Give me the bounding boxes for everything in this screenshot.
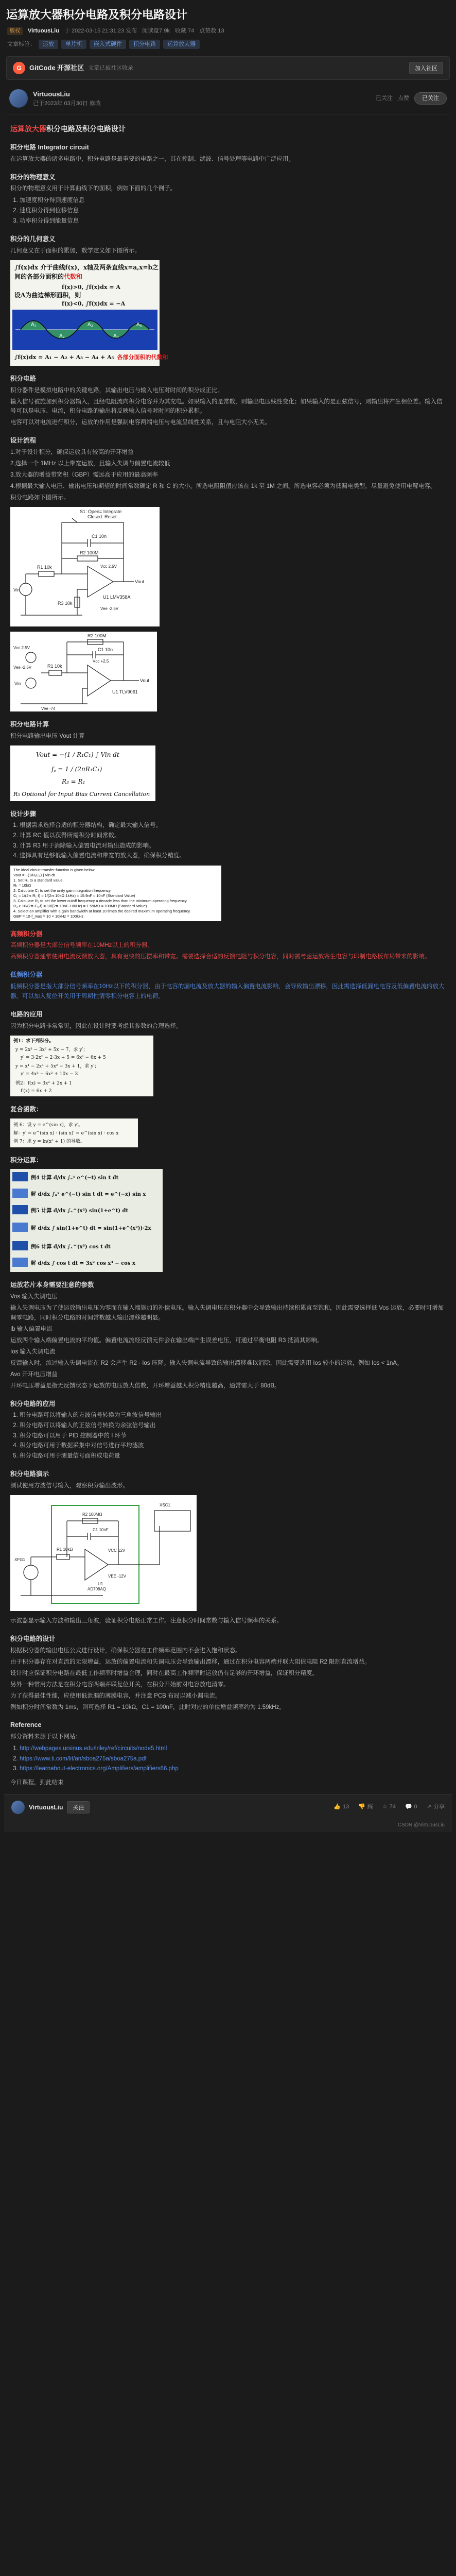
schematic-label: Vin [13, 587, 20, 593]
example-line: f′(x) = 6x + 2 [21, 1088, 52, 1094]
share-icon: ↗ [426, 1804, 431, 1810]
copyright-badge: 版权 [7, 27, 23, 35]
example-line: 例 6：设 y = e^(sin x)，求 y′。 [13, 1122, 83, 1128]
schematic-label: VEE -12V [108, 1573, 127, 1579]
schematic-label: Vcc 2.5V [13, 646, 30, 651]
meta-views: 阅读量7.9k [142, 28, 170, 34]
dislike-label: 踩 [367, 1804, 373, 1810]
paragraph: 示波器显示输入方波和输出三角波，验证积分电路正常工作。注意积分时间常数与输入信号频率的关系。 [10, 1617, 283, 1624]
schematic-label: Vout [135, 579, 145, 585]
section-heading: 设计流程 [10, 437, 37, 445]
schematic-label: U1 LMV358A [103, 595, 131, 600]
formula-line: Vout = −(1 / R₁C₁) ∫ Vin dt [36, 751, 119, 758]
reference-link[interactable]: http://webpages.ursinus.edu/lriley/ref/circuits/node5.html [20, 1745, 167, 1752]
meta-likes[interactable]: 点赞数 13 [199, 28, 224, 34]
author-sub: 已于2023年 03月30日 修改 [33, 100, 101, 107]
section-heading: 积分的几何意义 [10, 235, 56, 243]
example-line: 例1：求下列积分。 [13, 1038, 54, 1044]
fig1-line1: ∫f(x)dx 介于曲线f(x)，x轴及两条直线x=a,x=b之 [14, 263, 159, 271]
dislike-button[interactable] [358, 1803, 373, 1811]
area-label: A₅ [136, 321, 142, 328]
bottom-bar [4, 1794, 452, 1819]
derivative-example-figure [10, 1036, 446, 1096]
step-line: 1. Set R₁ to a standard value. [13, 877, 64, 883]
area-label: A₂ [59, 333, 65, 339]
list-item: 3. 计算 R3 用于消除输入偏置电流对输出造成的影响。 [20, 841, 446, 852]
paragraph: 输入信号被施加到积分器输入，且经电阻流向积分电容并为其充电。如果输入的是常数，则输出电压线性变化；如果输入的是正弦信号，则输出将产生相位差。输入信号可以是电压、电流，积分电路的输出将反映输入信号对时间的积分累积。 [10, 398, 443, 415]
schematic-label: XFG1 [14, 1557, 25, 1562]
paragraph: 4.根据最大输入电压、输出电压和期望的时间常数确定 R 和 C 的大小。所选电阻阻值应该在 1k 至 1M 之间。所选电容必须为低漏电类型，尽量避免使用电解电容。 [10, 483, 436, 490]
section-heading: 设计步骤 [10, 810, 37, 818]
paragraph: 设计时应保证积分电路在最低工作频率时增益合理，同时在最高工作频率时运放仍有足够的开环增益，保证积分精度。 [10, 1670, 318, 1676]
tag[interactable]: 运放 [39, 40, 58, 49]
formula-svg [10, 745, 155, 801]
star-icon: ☆ [382, 1804, 388, 1810]
list-item: 4. 选择具有足够低输入偏置电流和带宽的放大器，确保积分精度。 [20, 851, 446, 861]
paragraph: 例如积分时间常数为 1ms，则可选择 R1 = 10kΩ，C1 = 100nF，此时对应的单位增益频率约为 1.59kHz。 [10, 1704, 285, 1710]
schematic-label: R1 10k [37, 565, 52, 570]
article-title: 运算放大器积分电路及积分电路设计 [6, 8, 188, 21]
tags-label: 文章标签： [7, 41, 36, 47]
list [20, 821, 446, 861]
area-label: A₃ [87, 321, 93, 328]
meta-favorites[interactable]: 收藏 74 [174, 28, 195, 34]
section-heading: 高频积分器 [10, 930, 43, 938]
tag[interactable]: 运算放大器 [163, 40, 200, 49]
article-content [4, 124, 452, 1787]
thumbs-up-icon: 👍 [334, 1804, 341, 1810]
step-line: 3. Calculate R₂ to set the lower cutoff frequency a decade less than the minimum operating frequency. [13, 898, 188, 903]
schematic-label: U1 TLV9061 [112, 689, 138, 695]
list-item: 4. 积分电路可用于数据采集中对信号进行平均滤波 [20, 1441, 446, 1451]
schematic-label: Vee -2.5V [100, 606, 119, 612]
gitcode-card [6, 56, 450, 80]
thumbs-down-icon: 👎 [358, 1804, 365, 1810]
schematic-label: C1 10n [92, 534, 107, 539]
schematic-label: C1 10n [98, 647, 113, 653]
formula-line: R₃ = R₁ [62, 777, 85, 785]
step-line: R₂ ≥ 10/(2π·C₁·f) = 10/(2π·10nF·100Hz) = 1.59MΩ ≈ 100MΩ (Standard Value) [13, 903, 147, 908]
example-line: 例 7：求 y = ln(x² + 1) 的导数。 [13, 1139, 85, 1144]
schematic-label: AD708AQ [87, 1586, 107, 1591]
step-line: 4. Select an amplifier with a gain bandwidth at least 10 times the desired maximum operating frequency. [13, 908, 191, 913]
schematic-label: R2 100MΩ [82, 1512, 102, 1517]
schematic-label: R2 100M [80, 550, 99, 556]
schematic-label: Vcc +2.5 [93, 659, 109, 664]
list-item: 1. 加速度积分得到速度信息 [20, 196, 446, 206]
paragraph: 运放两个输入端偏置电流的平均值。偏置电流流经反馈元件会在输出端产生误差电压，可通过平衡电阻 R3 抵消其影响。 [10, 1337, 323, 1344]
paragraph: 为了获得最佳性能，应使用低泄漏的薄膜电容，并注意 PCB 布局以减小漏电流。 [10, 1692, 221, 1699]
section-heading: 积分电路的应用 [10, 1400, 56, 1408]
paragraph: 另外一种常用方法是在积分电容两端并联复位开关，在积分开始前对电容放电清零。 [10, 1681, 230, 1688]
schematic-label: Vee -2.5V [13, 665, 32, 670]
paragraph: 反馈输入时，流过输入失调电流在 R2 会产生 R2 · Ios 压降。输入失调电流导致的输出漂移难以消除，因此需要选用 Ios 较小的运放，例如 Ios < 1nA。 [10, 1360, 403, 1366]
paragraph: 高频积分器是大部分信号频率在10MHz以上的积分器。 [10, 942, 153, 949]
schematic-label: R2 100M [87, 633, 107, 639]
schematic-label: R1 10k [47, 664, 62, 669]
example-line: 解 d/dx ∫ₐˣ e^(−t) sin t dt = e^(−x) sin x [31, 1192, 146, 1198]
fig1-line3: 设A为曲边梯形面积，则 [14, 291, 81, 299]
derivative-svg [10, 1036, 153, 1096]
example-line: y = x⁴ − 2x³ + 5x² − 3x + 1，求 y′； [15, 1063, 99, 1069]
paragraph: 电容可以对电流进行积分，运放的作用是强制电容两端电压与电流呈线性关系，且与电阻大小无关。 [10, 419, 271, 426]
formula-line: R₃ Optional for Input Bias Current Cancellation [13, 790, 150, 798]
design-steps-svg [10, 866, 221, 921]
paragraph: 输入失调电压为了使运放输出电压为零而在输入端施加的补偿电压。输入失调电压在积分器中会导致输出持续积累直至饱和，因此需要选择低 Vos 运放，必要时可增加调零电路，同时积分电路的时间常数越大输出漂移越明显。 [10, 1304, 444, 1321]
tag[interactable]: 积分电路 [129, 40, 160, 49]
paragraph: Ib 输入偏置电流 [10, 1326, 52, 1332]
formula-figure [10, 745, 446, 801]
paragraph: 因为积分电路非常常见，因此在设计时要考虑其参数的合理选择。 [10, 1023, 182, 1029]
schematic-label: R1 10kΩ [57, 1547, 73, 1552]
section-heading: Reference [10, 1721, 42, 1729]
integral-derivative-figure [10, 1169, 446, 1272]
list-item: 1. 积分电路可以将输入的方波信号转换为三角波信号输出 [20, 1411, 446, 1421]
schematic-label: Closed: Reset [87, 514, 117, 520]
section-heading: 低频积分器 [10, 971, 43, 979]
section-heading: 积分电路计算 [10, 721, 49, 728]
simulation-schematic [10, 1495, 446, 1611]
schematic-label: S1: Open= Integrate [80, 509, 122, 515]
comment-count: 0 [414, 1804, 417, 1810]
section-heading: 电路的应用 [10, 1011, 43, 1019]
list-item: 2. 速度积分得到位移信息 [20, 206, 446, 216]
area-label: A₁ [31, 321, 37, 328]
share-label: 分享 [433, 1804, 445, 1810]
example-line: 解 d/dx ∫ sin(1+e^t) dt = sin(1+e^(x²))·2x [31, 1226, 151, 1232]
like-button[interactable] [334, 1803, 349, 1811]
list-item: 1. 根据需求选择合适的积分器结构，确定最大输入信号。 [20, 821, 446, 831]
reference-item [20, 1744, 446, 1754]
favorite-button[interactable] [382, 1803, 396, 1811]
join-community-button[interactable]: 加入社区 [409, 62, 443, 74]
author-stat: 点赞 [398, 95, 409, 101]
step-line: R₁ = 10kΩ [13, 883, 31, 888]
paragraph: Vos 输入失调电压 [10, 1294, 58, 1300]
author-stat: 已关注 [376, 95, 393, 101]
example-line: 例4 计算 d/dx ∫ₐˣ e^(−t) sin t dt [31, 1175, 119, 1181]
watermark: CSDN @VirtuousLiu [4, 1819, 452, 1832]
paragraph: 积分电路输出电压 Vout 计算 [10, 733, 85, 739]
section-heading: 积分电路的设计 [10, 1635, 56, 1642]
fig1-case1: f(x)>0, ∫f(x)dx = A [62, 283, 120, 291]
paragraph: 由于积分器存在对直流的无限增益，运放的偏置电流和失调电压会导致输出漂移，通过在积分电容两端并联大阻值电阻 R2 限制直流增益。 [10, 1658, 371, 1665]
example-line: 例6 计算 d/dx ∫ₓ^(x³) cos t dt [31, 1244, 111, 1250]
paragraph: 测试使用方波信号输入，观察积分输出波形。 [10, 1482, 129, 1489]
simulation-svg [10, 1495, 197, 1611]
schematic-label: R3 10k [58, 601, 73, 606]
schematic-label: XSC1 [160, 1502, 170, 1507]
reference-link[interactable]: https://www.ti.com/lit/an/sboa275a/sboa275a.pdf [20, 1755, 147, 1762]
author-name[interactable]: VirtuousLiu [29, 1803, 63, 1811]
fig1-bottom-text: ∫f(x)dx = A₁ − A₂ + A₃ − A₄ + A₅ [14, 353, 114, 361]
paragraph: 2.选择一个 1MHz 以上带宽运放，且输入失调与偏置电流较低 [10, 461, 170, 467]
schematic-label: Vcc 2.5V [100, 564, 117, 569]
example-line: y′ = 3·2x² − 2·3x + 5 = 6x² − 6x + 5 [21, 1055, 106, 1060]
composite-function-figure [10, 1118, 446, 1147]
section-heading: 积分的物理意义 [10, 173, 56, 181]
paragraph: 部分资料来源于以下网站： [10, 1734, 81, 1740]
tag-row [4, 38, 452, 54]
section-heading: 积分电路演示 [10, 1470, 49, 1478]
area-label: A₄ [113, 333, 119, 339]
integral-derivative-svg [10, 1169, 163, 1272]
heading-rest: 积分电路及积分电路设计 [46, 125, 126, 133]
follow-button[interactable]: 已关注 [414, 92, 447, 105]
paragraph: Ios 输入失调电流 [10, 1348, 56, 1355]
meta-author[interactable]: VirtuousLiu [28, 28, 59, 34]
list-item: 2. 计算 RC 值以获得所需积分时间常数。 [20, 831, 446, 841]
paragraph: 在运算放大器的诸多电路中，积分电路是最重要的电路之一，其在控制、滤波、信号处理等电路中广泛应用。 [10, 156, 294, 162]
reference-item [20, 1754, 446, 1765]
step-line: GBP = 10·f_max = 10 × 10kHz = 100kHz [13, 913, 84, 919]
schematic-svg [10, 507, 160, 626]
section-heading: 积分电路 [10, 375, 37, 382]
avatar[interactable] [11, 1801, 25, 1814]
tag[interactable]: 单片机 [61, 40, 86, 49]
favorite-count: 74 [389, 1804, 396, 1810]
fig1-line2-text: 间的各部分面积的 [14, 273, 64, 280]
paragraph: 高频积分器通常使用电流反馈放大器，具有更快的压摆率和带宽。需要选择合适的反馈电阻与积分电容，同时需考虑运放寄生电容与印制电路板布局带来的影响。 [10, 954, 431, 960]
paragraph: 低频积分器是指大部分信号频率在10Hz以下的积分器，由于电容的漏电流及放大器的输入偏置电流影响，会导致输出漂移，因此需选择低漏电电容及低偏置电流的放大器。可以加入复位开关用于周期性清零积分电容上的电荷。 [10, 984, 445, 1000]
paragraph: 开环电压增益是指无反馈状态下运放的电压放大倍数，开环增益越大积分精度越高，通常需大于 80dB。 [10, 1382, 280, 1389]
meta-date: 于 2022-03-15 21:31:23 发布 [64, 28, 137, 34]
article-meta [4, 25, 452, 38]
list-item: 5. 积分电路可用于测量信号面积或电荷量 [20, 1451, 446, 1462]
paragraph: 积分电路如下图所示。 [10, 495, 69, 501]
schematic-label: Vee -74 [41, 706, 56, 711]
step-line: C₁ = 1/(2π·R₁·f) = 1/(2π·10kΩ·1kHz) = 15.9nF ≈ 10nF (Standard Value) [13, 893, 135, 898]
step-line: 2. Calculate C₁ to set the unity gain integration frequency. [13, 888, 112, 893]
reference-item [20, 1764, 446, 1774]
integrator-schematic-2 [10, 632, 446, 711]
step-line: Vout = −(1/R₁C₁) ∫ Vin dt [13, 872, 55, 877]
schematic-label: U1 [98, 1581, 103, 1586]
fig1-bottom [14, 353, 168, 361]
example-line: 例5 计算 d/dx ∫ₐ^(x²) sin(1+e^t) dt [31, 1208, 129, 1214]
integrator-schematic-1 [10, 507, 446, 626]
gitcode-name[interactable]: GitCode 开源社区 [29, 64, 84, 72]
example-line: y = 2x³ − 3x² + 5x − 7，求 y′； [15, 1047, 88, 1053]
section-heading: 复合函数： [10, 1105, 43, 1113]
paragraph: 3.放大器的增益带宽积（GBP）需远高于应用的最高频率 [10, 472, 158, 479]
schematic-svg [10, 632, 157, 711]
paragraph: 积分器件是模拟电路中的关键电路，其输出电压与输入电压对时间的积分成正比。 [10, 387, 223, 394]
fig1-line2-red: 代数和 [64, 273, 83, 280]
paragraph: 几何意义在于面积的累加，数学定义如下图所示。 [10, 247, 141, 254]
author-card [6, 85, 450, 114]
composite-svg [10, 1118, 138, 1147]
section-heading: 积分运算： [10, 1156, 43, 1164]
tag[interactable]: 嵌入式硬件 [90, 40, 126, 49]
gitcode-logo: G [13, 62, 25, 74]
reference-list [20, 1744, 446, 1774]
gitcode-desc: 文章已被社区收录 [88, 64, 134, 71]
heading-red[interactable]: 运算放大器 [10, 125, 46, 133]
paragraph: 积分的物理意义用于计算曲线下的面积，例如下面的几个例子。 [10, 185, 176, 192]
design-steps-figure [10, 866, 446, 921]
example-line: y′ = 4x³ − 6x² + 10x − 3 [21, 1071, 78, 1077]
list-item: 3. 功率积分得到能量信息 [20, 216, 446, 227]
list-item: 2. 积分电路可以将输入的正弦信号转换为余弦信号输出 [20, 1421, 446, 1431]
fig1-bottom-red: 各部分面积的代数和 [117, 353, 168, 361]
list [20, 1411, 446, 1461]
comment-icon: 💬 [405, 1804, 412, 1810]
end-note: 今日课程，到此结束 [10, 1779, 64, 1786]
formula-line: f꜀ = 1 / (2πR₁C₁) [51, 765, 102, 773]
example-line: 解：y′ = e^(sin x) · (sin x)′ = e^(sin x) · cos x [13, 1130, 119, 1136]
fig1-line2 [14, 273, 82, 280]
share-button[interactable] [427, 1803, 445, 1811]
example-line: 例2：f(x) = 3x² + 2x + 1 [15, 1080, 72, 1086]
paragraph: 根据积分器的输出电压公式进行设计，确保积分器在工作频率范围内不会进入饱和状态。 [10, 1647, 241, 1654]
example-line: 解 d/dx ∫ cos t dt = 3x² cos x³ − cos x [31, 1261, 135, 1267]
integral-figure-svg [10, 260, 168, 366]
like-count: 13 [342, 1804, 349, 1810]
schematic-label: VCC 12V [108, 1548, 126, 1553]
reference-link[interactable]: https://learnabout-electronics.org/Amplifiers/amplifiers66.php [20, 1766, 179, 1772]
integral-geometry-figure [10, 260, 446, 366]
list [20, 196, 446, 226]
follow-button[interactable]: 关注 [67, 1801, 90, 1814]
list-item: 3. 积分电路可以用于 PID 控制器中的 I 环节 [20, 1431, 446, 1442]
fig1-case2: f(x)<0, ∫f(x)dx = −A [62, 300, 126, 307]
step-line: The ideal circuit transfer function is given below. [13, 867, 96, 872]
section-heading: 运放芯片本身需要注意的参数 [10, 1281, 94, 1289]
schematic-label: Vout [140, 678, 150, 684]
schematic-label: C1 10nF [93, 1527, 109, 1532]
avatar[interactable] [9, 89, 28, 108]
comment-button[interactable] [405, 1803, 417, 1811]
section-heading: 积分电路 Integrator circuit [10, 144, 89, 151]
section-heading [10, 124, 446, 134]
paragraph: Avo 开环电压增益 [10, 1371, 58, 1378]
schematic-label: Vin [14, 681, 21, 687]
paragraph: 1.对于设计积分，确保运放具有较高的开环增益 [10, 449, 134, 456]
author-name[interactable]: VirtuousLiu [33, 90, 70, 98]
